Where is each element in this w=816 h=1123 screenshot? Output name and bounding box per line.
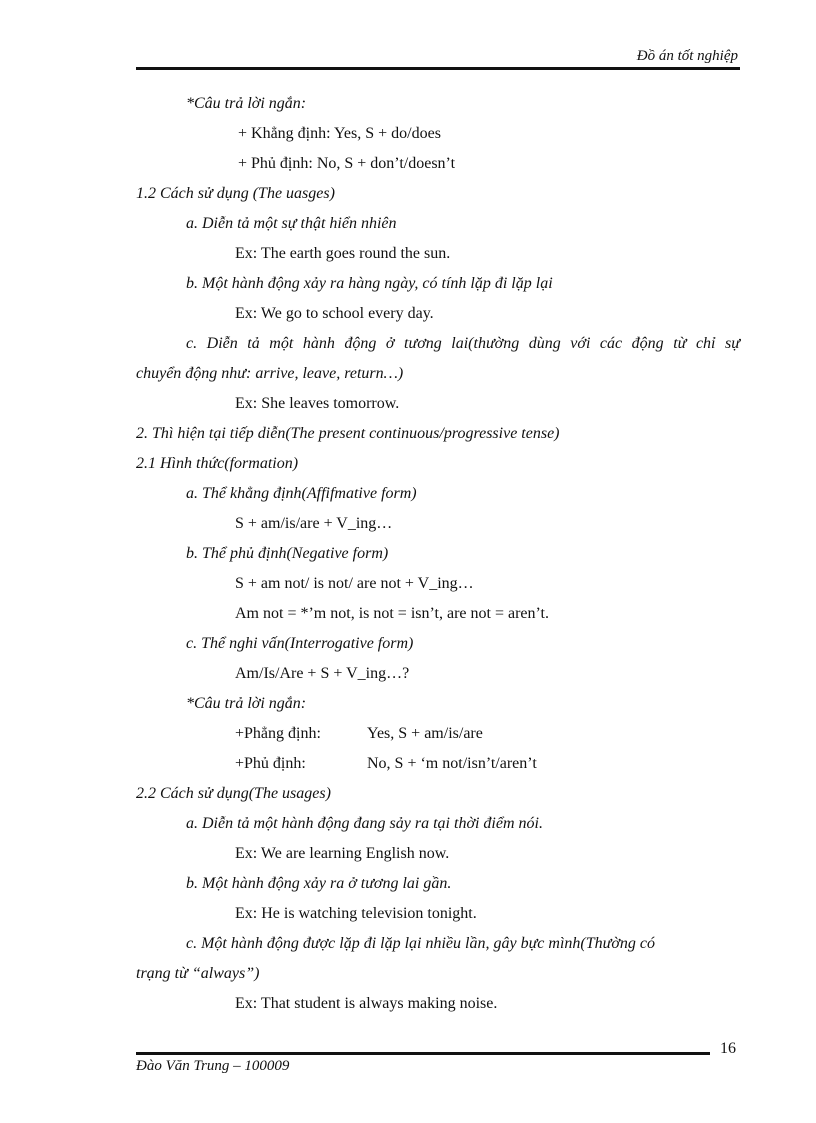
short-answer-label: +Phẳng định: (235, 725, 321, 742)
subheading: b. Một hành động xảy ra hàng ngày, có tính lặp đi lặp lại (186, 275, 553, 292)
subheading: c. Thể nghi vấn(Interrogative form) (186, 635, 414, 652)
subheading: c. Một hành động được lặp đi lặp lại nhiều lần, gây bực mình(Thường có (186, 935, 655, 952)
text-line: + Phủ định: No, S + don’t/doesn’t (238, 155, 456, 172)
section-heading: 2.1 Hình thức(formation) (136, 455, 299, 472)
text-line: + Khẳng định: Yes, S + do/does (238, 125, 441, 142)
short-answer-value: No, S + ‘m not/isn’t/aren’t (367, 755, 537, 772)
formula-line: S + am/is/are + V_ing… (235, 515, 393, 532)
formula-line: Am not = *’m not, is not = isn’t, are not = aren’t. (235, 605, 549, 622)
example-line: Ex: She leaves tomorrow. (235, 395, 400, 412)
subheading-continued: trạng từ “always”) (136, 965, 260, 982)
subheading: b. Một hành động xảy ra ở tương lai gần. (186, 875, 452, 892)
formula-line: S + am not/ is not/ are not + V_ing… (235, 575, 474, 592)
subheading: a. Thể khẳng định(Affifmative form) (186, 485, 417, 502)
example-line: Ex: The earth goes round the sun. (235, 245, 451, 262)
subheading-continued: chuyển động như: arrive, leave, return…) (136, 365, 404, 382)
example-line: Ex: That student is always making noise. (235, 995, 498, 1012)
footer-author: Đào Văn Trung – 100009 (136, 1058, 290, 1074)
header-divider (136, 67, 740, 70)
text-line: *Câu trả lời ngắn: (186, 95, 307, 112)
short-answer-row (235, 724, 483, 744)
example-line: Ex: We go to school every day. (235, 305, 434, 322)
header-title: Đồ án tốt nghiệp (636, 48, 738, 64)
section-heading: 2. Thì hiện tại tiếp diễn(The present continuous/progressive tense) (136, 425, 560, 442)
section-heading: 2.2 Cách sử dụng(The usages) (136, 785, 331, 802)
section-heading: 1.2 Cách sử dụng (The uasges) (136, 185, 335, 202)
text-line: *Câu trả lời ngắn: (186, 695, 307, 712)
short-answer-value: Yes, S + am/is/are (367, 725, 483, 742)
example-line: Ex: We are learning English now. (235, 845, 450, 862)
short-answer-label: +Phủ định: (235, 755, 306, 772)
footer-divider (136, 1052, 710, 1055)
short-answer-row (235, 754, 537, 774)
page-number: 16 (720, 1040, 736, 1057)
subheading: c. Diễn tả một hành động ở tương lai(thường dùng với các động từ chỉ sự (186, 335, 740, 352)
subheading: a. Diễn tả một hành động đang sảy ra tại thời điểm nói. (186, 815, 543, 832)
example-line: Ex: He is watching television tonight. (235, 905, 477, 922)
subheading: a. Diễn tả một sự thật hiển nhiên (186, 215, 397, 232)
subheading: b. Thể phủ định(Negative form) (186, 545, 389, 562)
formula-line: Am/Is/Are + S + V_ing…? (235, 665, 410, 682)
